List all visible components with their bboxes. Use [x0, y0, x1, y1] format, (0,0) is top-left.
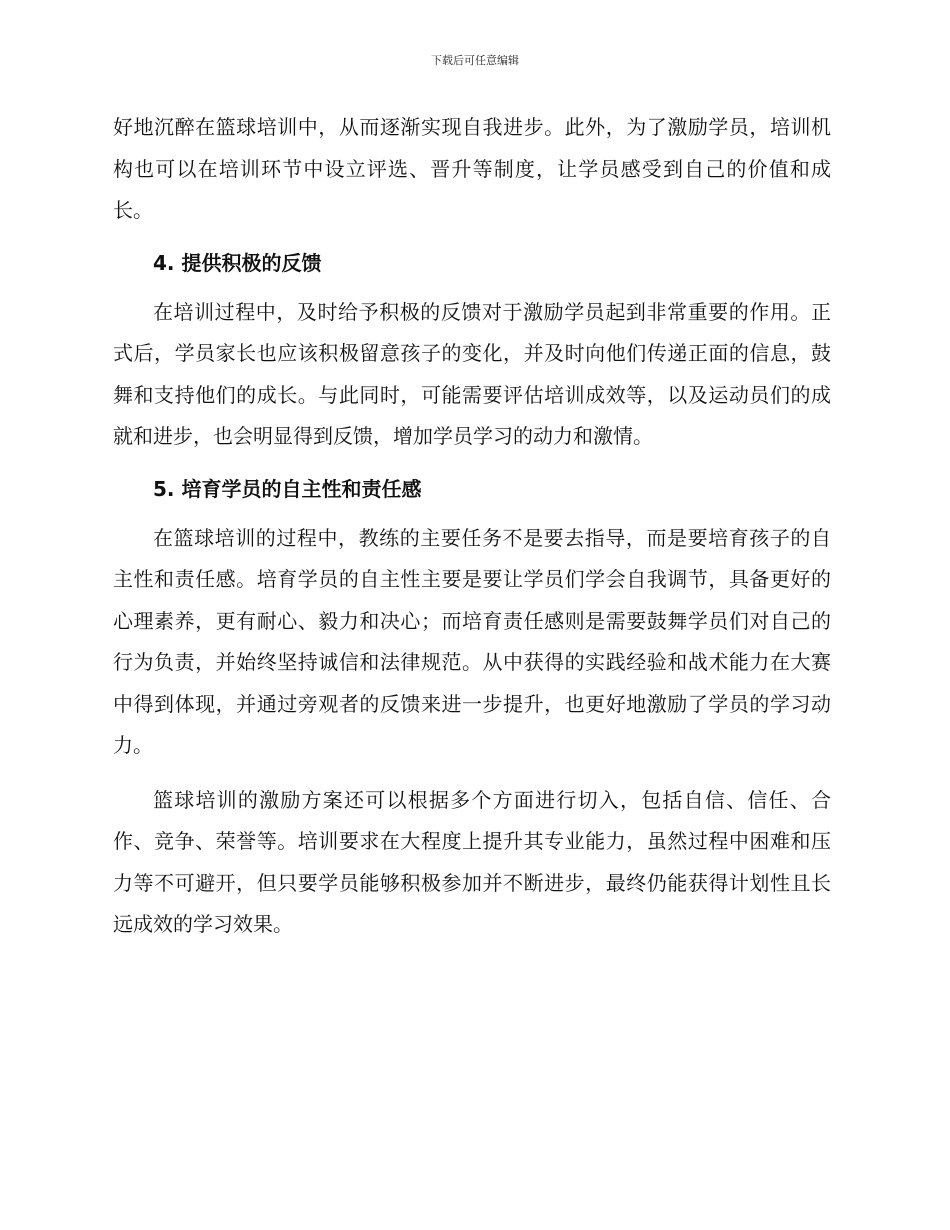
section-heading-4: 4. 提供积极的反馈 [153, 250, 322, 275]
paragraph-gap [113, 767, 831, 780]
conclusion-paragraph: 篮球培训的激励方案还可以根据多个方面进行切入，包括自信、信任、合作、竞争、荣誉等。培训要求在大程度上提升其专业能力，虽然过程中困难和压力等不可避开，但只要学员能够积极参加并不断进步，最终仍能获得计划性且长远成效的学习效果。 [113, 787, 831, 936]
document-body [113, 107, 831, 946]
section-paragraph-5: 在篮球培训的过程中，教练的主要任务不是要去指导，而是要培育孩子的自主性和责任感。培育学员的自主性主要是要让学员们学会自我调节，具备更好的心理素养，更有耐心、毅力和决心；而培育责任感则是需要鼓舞学员们对自己的行为负责，并始终坚持诚信和法律规范。从中获得的实践经验和战术能力在大赛中得到体现，并通过旁观者的反馈来进一步提升，也更好地激励了学员的学习动力。 [113, 525, 831, 757]
section-paragraph-4: 在培训过程中，及时给予积极的反馈对于激励学员起到非常重要的作用。正式后，学员家长也应该积极留意孩子的变化，并及时向他们传递正面的信息，鼓舞和支持他们的成长。与此同时，可能需要评估培训成效等，以及运动员们的成就和进步，也会明显得到反馈，增加学员学习的动力和激情。 [113, 299, 831, 448]
page-header-note: 下载后可任意编辑 [431, 54, 519, 67]
intro-paragraph: 好地沉醉在篮球培训中，从而逐渐实现自我进步。此外，为了激励学员，培训机构也可以在培训环节中设立评选、晋升等制度，让学员感受到自己的价值和成长。 [113, 115, 831, 222]
section-heading-5: 5. 培育学员的自主性和责任感 [153, 476, 422, 501]
